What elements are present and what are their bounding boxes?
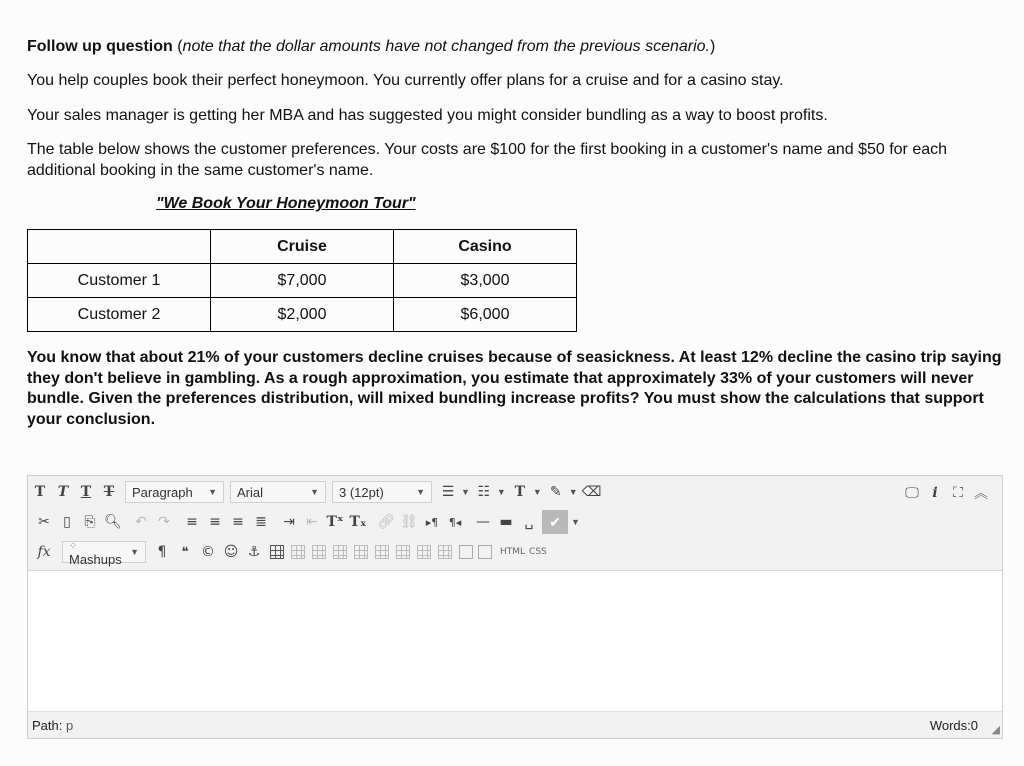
path-label: Path: (32, 718, 63, 733)
question-paragraph-3: Your sales manager is getting her MBA and has suggested you might consider bundling as a way to boost profits. (27, 107, 828, 124)
font-select[interactable] (230, 481, 326, 503)
bold-text-icon[interactable]: T (34, 484, 46, 500)
chevron-down-icon[interactable]: ▼ (568, 487, 578, 497)
indent-icon[interactable]: ⇥ (283, 514, 295, 530)
css-button[interactable]: CSS (529, 547, 547, 557)
table-cell: $6,000 (394, 298, 577, 332)
table-header-cell: Casino (394, 230, 577, 264)
ltr-direction-icon[interactable]: ▸¶ (425, 515, 439, 529)
mashups-select[interactable] (62, 541, 146, 567)
bullet-list-icon[interactable]: ☰ (441, 484, 455, 500)
align-left-icon[interactable]: ≡ (186, 514, 198, 530)
table-row (28, 298, 577, 332)
table-title: "We Book Your Honeymoon Tour" (156, 195, 416, 212)
find-icon[interactable]: 🔍︎ (104, 514, 122, 530)
toolbar-right-group (902, 482, 994, 504)
table-cell: Customer 2 (28, 298, 211, 332)
spellcheck-icon[interactable]: ✔ (542, 510, 568, 534)
table-properties-icon[interactable] (291, 545, 305, 559)
mashups-icon: ⁘ (69, 541, 78, 552)
delete-table-icon[interactable] (312, 545, 326, 559)
mashups-label: Mashups (69, 552, 122, 567)
link-icon[interactable]: 🔗︎ (377, 514, 395, 530)
word-count: Words:0 (929, 718, 978, 733)
question-paragraph-2: You help couples book their perfect honeymoon. You currently offer plans for a cruise and for a casino stay. (27, 72, 784, 89)
rich-text-editor (27, 475, 1003, 739)
format-select-value: Paragraph (132, 484, 193, 500)
toolbar-row-2 (34, 509, 584, 535)
font-size-select[interactable] (332, 481, 432, 503)
chevron-down-icon[interactable]: ▼ (571, 517, 580, 527)
collapse-toolbar-icon[interactable]: ︽ (974, 486, 988, 502)
editor-text-area[interactable] (28, 571, 1002, 712)
preview-icon[interactable]: 🖵 (905, 485, 919, 501)
table-header-row (28, 230, 577, 264)
split-cells-icon[interactable] (459, 545, 473, 559)
chevron-down-icon[interactable]: ▼ (496, 487, 506, 497)
row-after-icon[interactable] (354, 545, 368, 559)
paste-icon[interactable]: ⎘ (84, 514, 96, 530)
nonbreaking-space-icon[interactable]: ␣ (524, 514, 534, 530)
horizontal-rule-icon[interactable]: — (476, 514, 490, 530)
preferences-table (27, 229, 577, 332)
toolbar-row-3 (34, 539, 551, 565)
chevron-down-icon: ▼ (310, 487, 319, 497)
eraser-icon[interactable]: ⌫ (581, 484, 602, 500)
chevron-down-icon[interactable]: ▼ (461, 487, 470, 497)
insert-line-icon[interactable]: ▬ (499, 514, 513, 530)
row-before-icon[interactable] (333, 545, 347, 559)
copy-icon[interactable]: ▯ (63, 514, 71, 530)
html-source-button[interactable]: HTML (500, 547, 526, 557)
unlink-icon[interactable]: ⛓ (400, 514, 418, 530)
column-before-icon[interactable] (396, 545, 410, 559)
question-paragraph-4: The table below shows the customer preferences. Your costs are $100 for the first booking in a customer's name and $50 for each additional booking in the same customer's name. (27, 141, 948, 179)
table-header-cell: Cruise (211, 230, 394, 264)
italic-text-icon[interactable]: T (57, 484, 69, 500)
table-cell: Customer 1 (28, 264, 211, 298)
subscript-icon[interactable]: Tₓ (349, 514, 367, 530)
element-path (32, 718, 73, 733)
table-cell: $7,000 (211, 264, 394, 298)
numbered-list-icon[interactable]: ☷ (477, 484, 491, 500)
outdent-icon[interactable]: ⇤ (306, 514, 318, 530)
question-intro: Follow up question (note that the dollar amounts have not changed from the previous scenario.) (27, 38, 716, 55)
font-size-select-value: 3 (12pt) (339, 484, 384, 500)
insert-table-icon[interactable] (270, 545, 284, 559)
undo-icon[interactable]: ↶ (135, 514, 147, 530)
editor-status-bar (28, 711, 1002, 738)
quote-icon[interactable]: ❝ (181, 544, 189, 560)
highlight-pen-icon[interactable]: ✎ (549, 484, 562, 500)
strikethrough-text-icon[interactable]: T (103, 484, 115, 500)
table-row (28, 264, 577, 298)
paragraph-mark-icon[interactable]: ¶ (157, 544, 167, 560)
superscript-icon[interactable]: Tˣ (326, 514, 344, 530)
cut-icon[interactable]: ✂ (38, 514, 50, 530)
table-header-cell (28, 230, 211, 264)
toolbar-row-1 (30, 479, 605, 505)
copyright-icon[interactable]: © (201, 544, 215, 560)
fullscreen-icon[interactable]: ⛶ (953, 485, 963, 501)
anchor-icon[interactable]: ⚓ (247, 544, 261, 560)
chevron-down-icon[interactable]: ▼ (532, 487, 542, 497)
text-color-icon[interactable]: T (514, 484, 526, 500)
delete-row-icon[interactable] (375, 545, 389, 559)
table-cell: $3,000 (394, 264, 577, 298)
formula-icon[interactable]: fx (37, 544, 51, 560)
emoticon-icon[interactable]: ☺ (223, 544, 239, 560)
align-right-icon[interactable]: ≡ (232, 514, 244, 530)
font-select-value: Arial (237, 484, 264, 500)
question-note: note that the dollar amounts have not changed from the previous scenario. (182, 38, 710, 55)
table-cell: $2,000 (211, 298, 394, 332)
redo-icon[interactable]: ↷ (158, 514, 170, 530)
merge-cells-icon[interactable] (478, 545, 492, 559)
info-icon[interactable]: i (932, 485, 938, 501)
chevron-down-icon: ▼ (130, 547, 139, 557)
format-select[interactable] (125, 481, 224, 503)
chevron-down-icon: ▼ (208, 487, 217, 497)
align-center-icon[interactable]: ≡ (209, 514, 221, 530)
path-value[interactable]: p (65, 718, 74, 733)
chevron-down-icon: ▼ (416, 487, 425, 497)
editor-toolbar (28, 476, 1002, 571)
align-justify-icon[interactable]: ≣ (255, 514, 267, 530)
column-after-icon[interactable] (417, 545, 431, 559)
delete-column-icon[interactable] (438, 545, 452, 559)
resize-handle-icon[interactable]: ◢ (991, 724, 1000, 736)
rtl-direction-icon[interactable]: ¶◂ (448, 515, 462, 529)
question-paragraph-5: You know that about 21% of your customers decline cruises because of seasickness. At least 12% decline the casino trip saying they don't believe in gambling. As a rough approximation, you estimate that approximately 33% of your customers will never bundle. Given the preferences distribution, will mixed bundling increase profits? You must show the calculations that support your conclusion. (27, 349, 1002, 428)
question-lead: Follow up question (27, 38, 173, 55)
underline-text-icon[interactable]: T (80, 484, 92, 500)
